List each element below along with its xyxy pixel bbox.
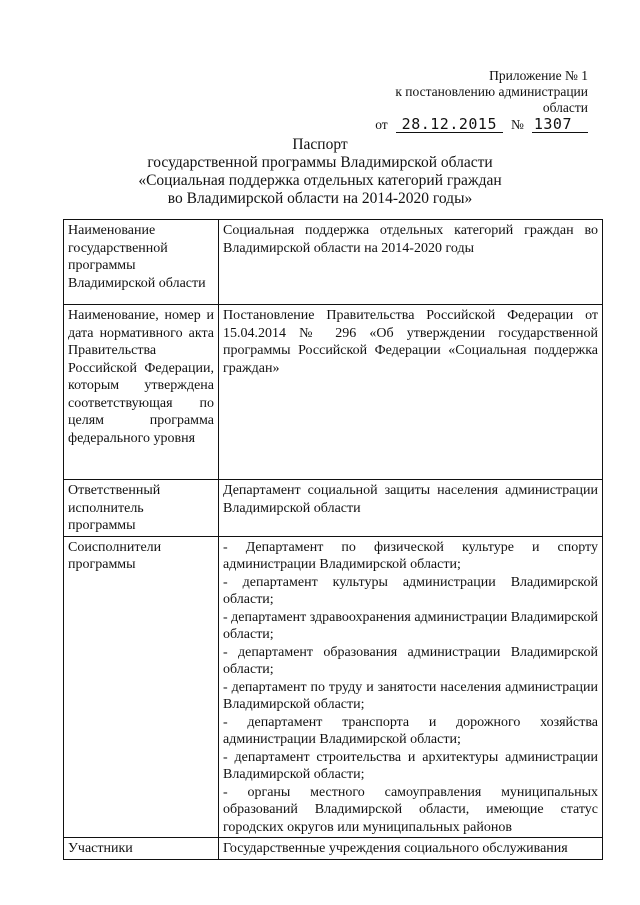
list-item: - органы местного самоуправления муниципальных образований Владимирской области, имеющие статус городских округов или муниципальных районов <box>223 784 598 835</box>
resolution-reference: к постановлению администрации области <box>395 84 588 115</box>
list-item: - департамент здравоохранения администрации Владимирской области; <box>223 609 598 642</box>
row-label: Участники <box>64 838 219 860</box>
row-value: Департамент социальной защиты населения администрации Владимирской области <box>219 480 603 537</box>
appendix-label: Приложение № 1 <box>489 68 588 83</box>
date-prefix: от <box>375 117 388 132</box>
document-title <box>0 136 640 208</box>
list-item: - департамент культуры администрации Владимирской области; <box>223 574 598 607</box>
list-item: - департамент образования администрации Владимирской области; <box>223 644 598 677</box>
list-item: - Департамент по физической культуре и спорту администрации Владимирской области; <box>223 539 598 572</box>
title-line-4: во Владимирской области на 2014-2020 годы» <box>167 190 473 207</box>
number-prefix: № <box>510 117 524 132</box>
passport-table <box>63 219 603 860</box>
list-item: - департамент строительства и архитектуры администрации Владимирской области; <box>223 749 598 782</box>
table-row <box>64 220 603 305</box>
row-value: Постановление Правительства Российской Федерации от 15.04.2014 № 296 «Об утверждении государственной программы Российской Федерации «Социальная поддержка граждан» <box>219 305 603 480</box>
row-label: Наименование, номер и дата нормативного акта Правительства Российской Федерации, которым утверждена соответствующая по целям программа федерального уровня <box>64 305 219 480</box>
appendix-block <box>348 68 588 133</box>
title-line-3: «Социальная поддержка отдельных категорий граждан <box>138 172 502 189</box>
row-value: Государственные учреждения социального обслуживания <box>219 838 603 860</box>
table-row <box>64 838 603 860</box>
title-line-1: Паспорт <box>292 136 348 153</box>
table-row <box>64 536 603 838</box>
table-row <box>64 305 603 480</box>
title-line-2: государственной программы Владимирской области <box>147 154 493 171</box>
resolution-date: 28.12.2015 <box>396 116 503 133</box>
date-number-line <box>348 116 588 133</box>
list-item: - департамент по труду и занятости населения администрации Владимирской области; <box>223 679 598 712</box>
row-label: Соисполнители программы <box>64 536 219 838</box>
row-value-list <box>219 536 603 838</box>
resolution-number: 1307 <box>532 116 588 133</box>
list-item: - департамент транспорта и дорожного хозяйства администрации Владимирской области; <box>223 714 598 747</box>
row-value: Социальная поддержка отдельных категорий граждан во Владимирской области на 2014-2020 годы <box>219 220 603 305</box>
row-label: Ответственный исполнитель программы <box>64 480 219 537</box>
table-row <box>64 480 603 537</box>
row-label: Наименование государственной программы Владимирской области <box>64 220 219 305</box>
